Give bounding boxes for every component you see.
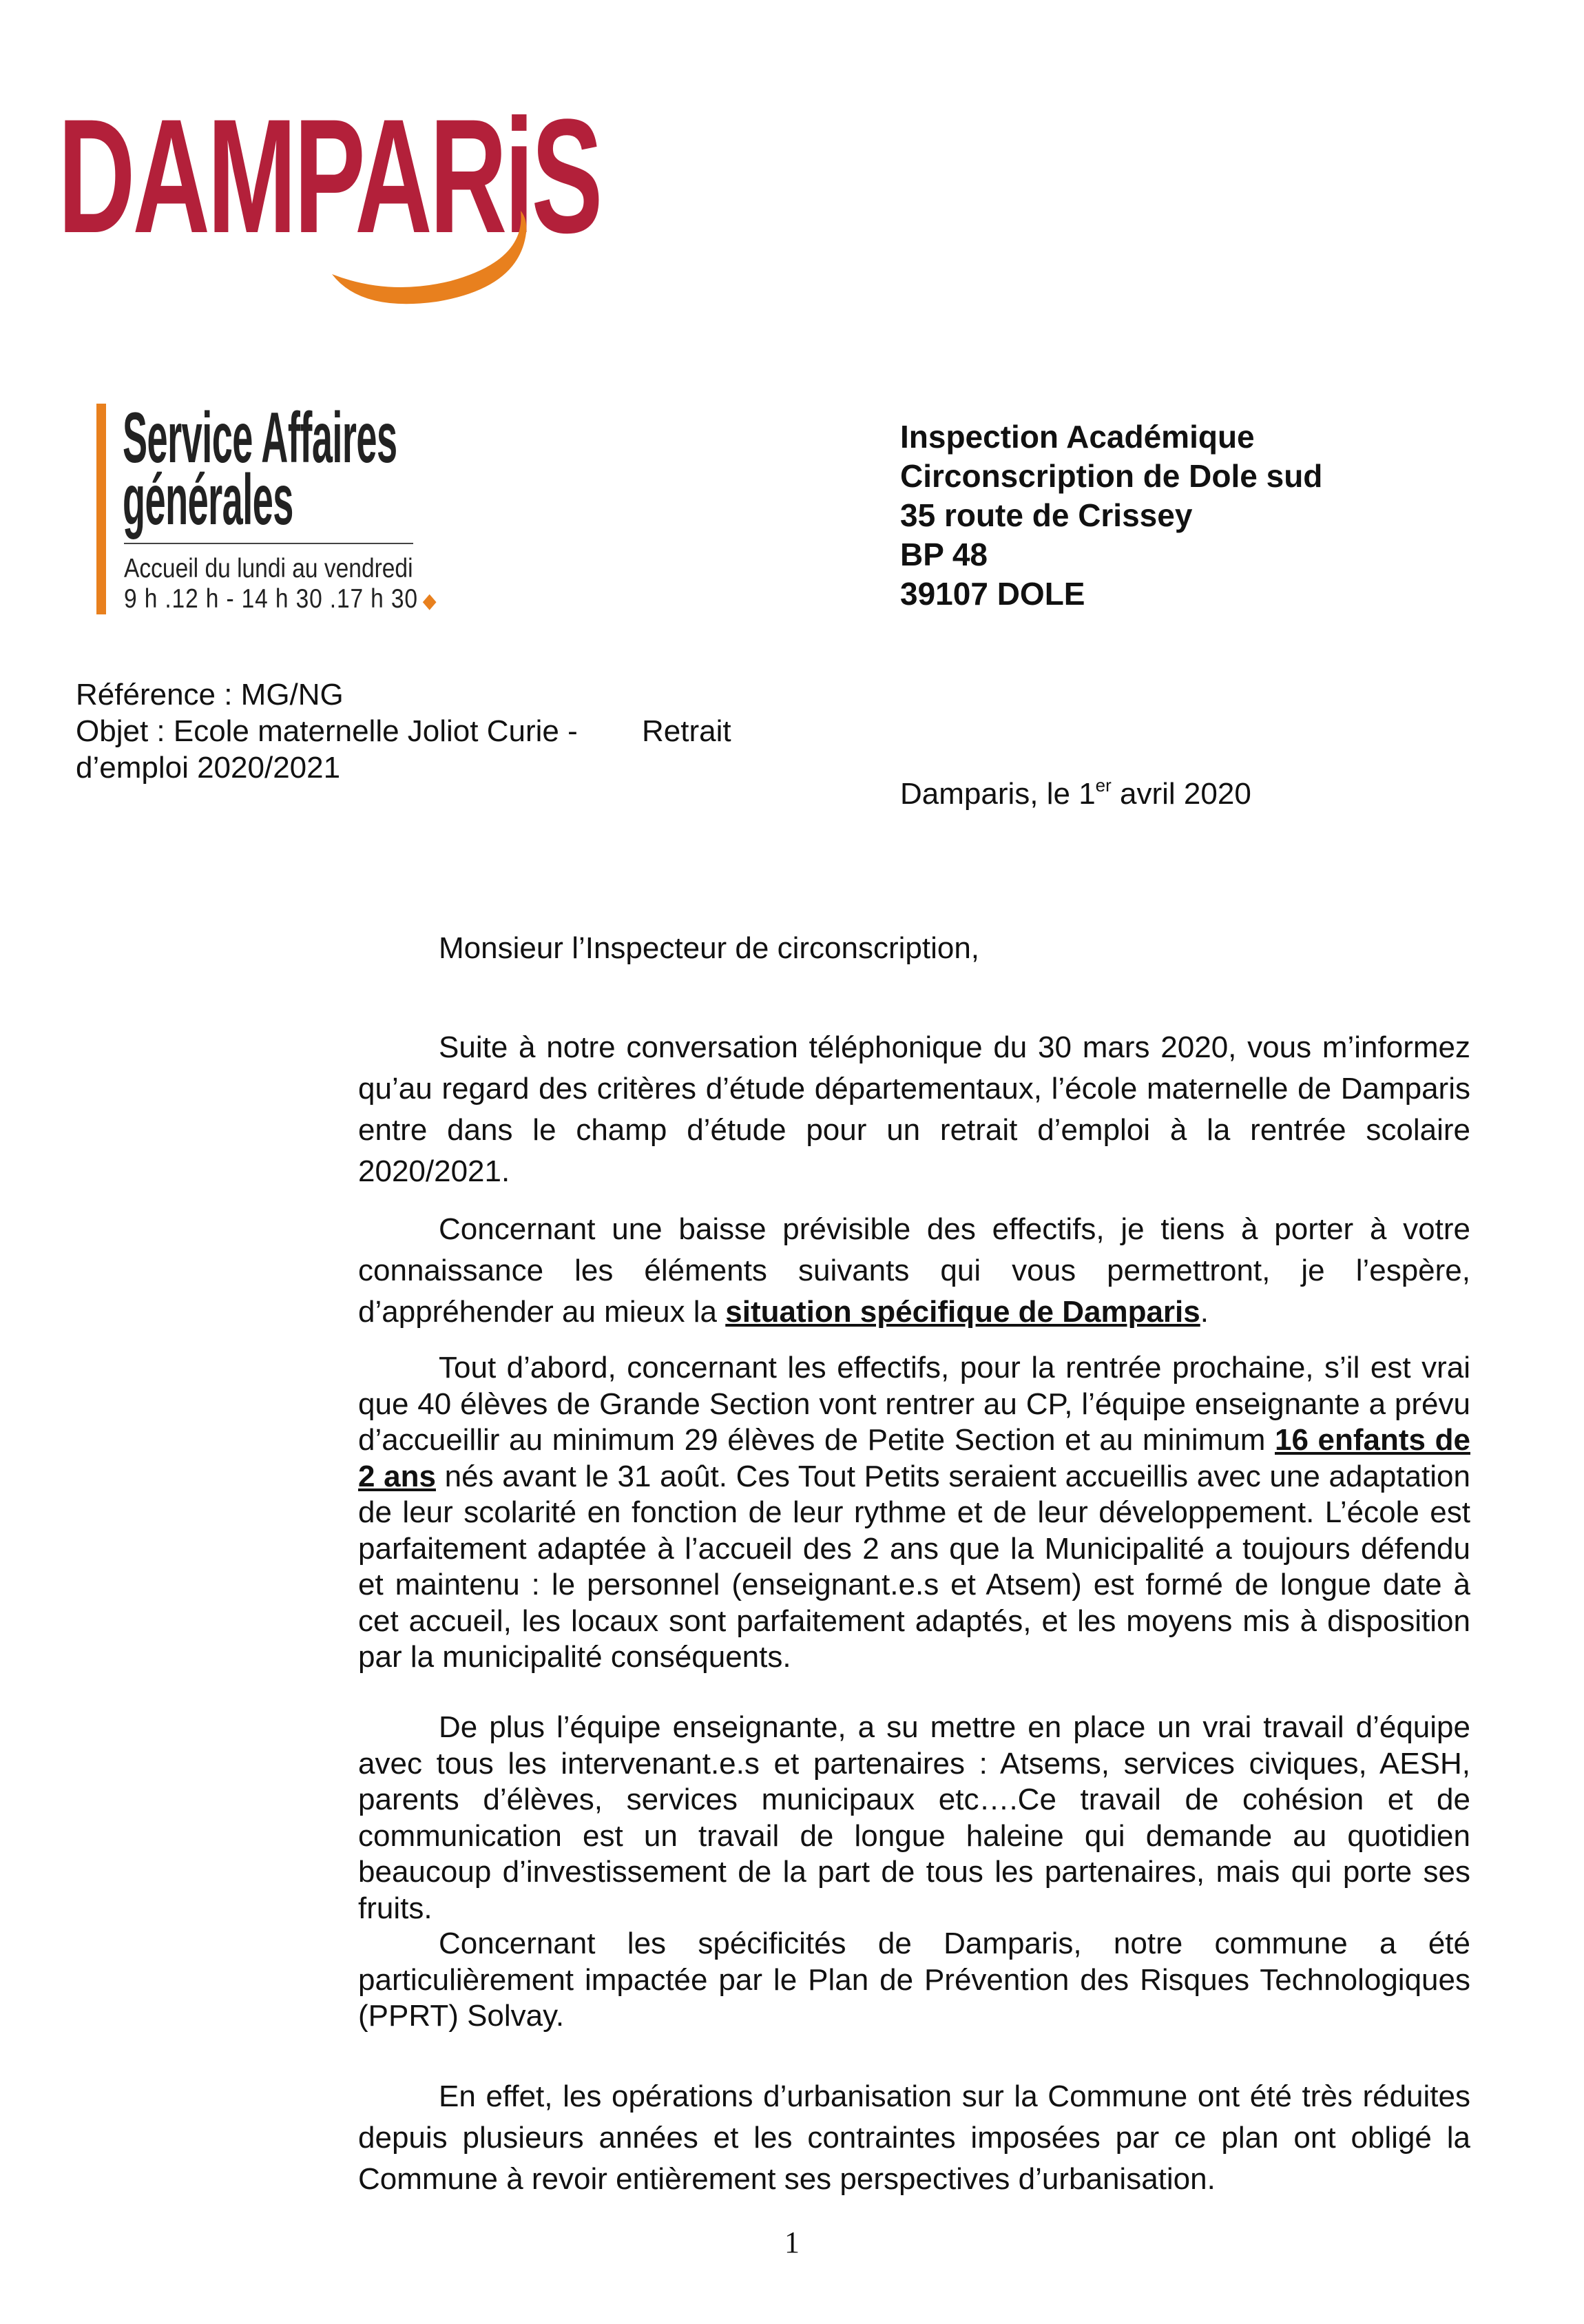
- object-text-continued: Retrait: [642, 714, 731, 748]
- body-paragraph: Suite à notre conversation téléphonique du 30 mars 2020, vous m’informez qu’au regard des critères d’étude départementaux, l’école maternelle de Damparis entre dans le champ d’étude pour un retrait d’emploi à la rentrée scolaire 2020/2021.: [358, 1030, 1470, 1188]
- service-hours-times: [124, 584, 437, 614]
- paragraph-text: Tout d’abord, concernant les effectifs, pour la rentrée prochaine, s’il est vrai que 40 élèves de Grande Section vont rentrer au CP, l’équipe enseignante a prévu d’accueillir au minimum 29 élèves de Petite Section et au minimum: [358, 1351, 1470, 1457]
- service-accent-bar: [96, 404, 106, 614]
- service-title-line1: Service Affaires: [123, 398, 397, 478]
- date-suffix: avril 2020: [1111, 777, 1251, 811]
- paragraph-text: nés avant le 31 août. Ces Tout Petits seraient accueillis avec une adaptation de leur scolarité en fonction de leur rythme et de leur développement. L’école est parfaitement adaptée à l’accueil des 2 ans que la Municipalité a toujours défendu et maintenu : le personnel (enseignant.e.s et Atsem) est formé de longue date à cet accueil, les locaux sont parfaitement adaptés, et les moyens mis à disposition par la municipalité conséquents.: [358, 1459, 1470, 1674]
- body-paragraph: [358, 1209, 1470, 1333]
- date-superscript: er: [1095, 775, 1112, 796]
- damparis-logo: [58, 85, 601, 295]
- object-line-2: d’emploi 2020/2021: [76, 751, 341, 785]
- page-number: 1: [784, 2226, 800, 2259]
- logo-wordmark: DAMPARiS: [58, 85, 601, 267]
- paragraph-text: .: [1200, 1295, 1209, 1329]
- body-paragraph: Concernant les spécificités de Damparis, notre commune a été particulièrement impactée par le Plan de Prévention des Risques Technologiques (PPRT) Solvay.: [358, 1927, 1470, 2033]
- recipient-line: 39107 DOLE: [900, 576, 1085, 612]
- reference-block: [76, 676, 731, 786]
- object-line: [76, 713, 731, 749]
- object-text: Objet : Ecole maternelle Joliot Curie -: [76, 714, 578, 748]
- body-paragraph: En effet, les opérations d’urbanisation sur la Commune ont été très réduites depuis plusieurs années et les contraintes imposées par ce plan ont obligé la Commune à revoir entièrement ses perspectives d’urbanisation.: [358, 2079, 1470, 2196]
- reference-line: Référence : MG/NG: [76, 678, 344, 712]
- recipient-line: 35 route de Crissey: [900, 497, 1193, 533]
- service-title-line2: générales: [123, 460, 293, 540]
- diamond-icon: ◆: [422, 590, 437, 612]
- recipient-line: BP 48: [900, 537, 988, 572]
- date-prefix: Damparis, le 1: [900, 777, 1096, 811]
- paragraph-text: Concernant une baisse prévisible des effectifs, je tiens à porter à votre connaissance les éléments suivants qui vous permettront, je l’espère, d’appréhender au mieux la: [358, 1212, 1470, 1329]
- recipient-line: Circonscription de Dole sud: [900, 458, 1323, 494]
- emphasis-text: situation spécifique de Damparis: [725, 1295, 1200, 1329]
- body-paragraph: De plus l’équipe enseignante, a su mettre en place un vrai travail d’équipe avec tous les intervenant.e.s et partenaires : Atsems, services civiques, AESH, parents d’élèves, services municipaux etc….Ce travail de cohésion et de communication est un travail de longue haleine qui demande au quotidien beaucoup d’investissement de la part de tous les partenaires, mais qui porte ses fruits.: [358, 1710, 1470, 1925]
- salutation: Monsieur l’Inspecteur de circonscription,: [439, 931, 980, 965]
- letter-date: [900, 777, 1251, 811]
- recipient-line: Inspection Académique: [900, 419, 1255, 455]
- logo-swoosh-icon: [320, 171, 554, 309]
- recipient-address: [900, 417, 1322, 614]
- service-divider: [124, 543, 413, 544]
- service-header: [96, 398, 437, 619]
- service-hours-days: Accueil du lundi au vendredi: [124, 554, 413, 583]
- body-paragraph: [358, 1350, 1470, 1676]
- emphasis-text: 16 enfants de 2 ans: [358, 1423, 1470, 1493]
- service-hours-times-text: 9 h .12 h - 14 h 30 .17 h 30: [124, 584, 418, 614]
